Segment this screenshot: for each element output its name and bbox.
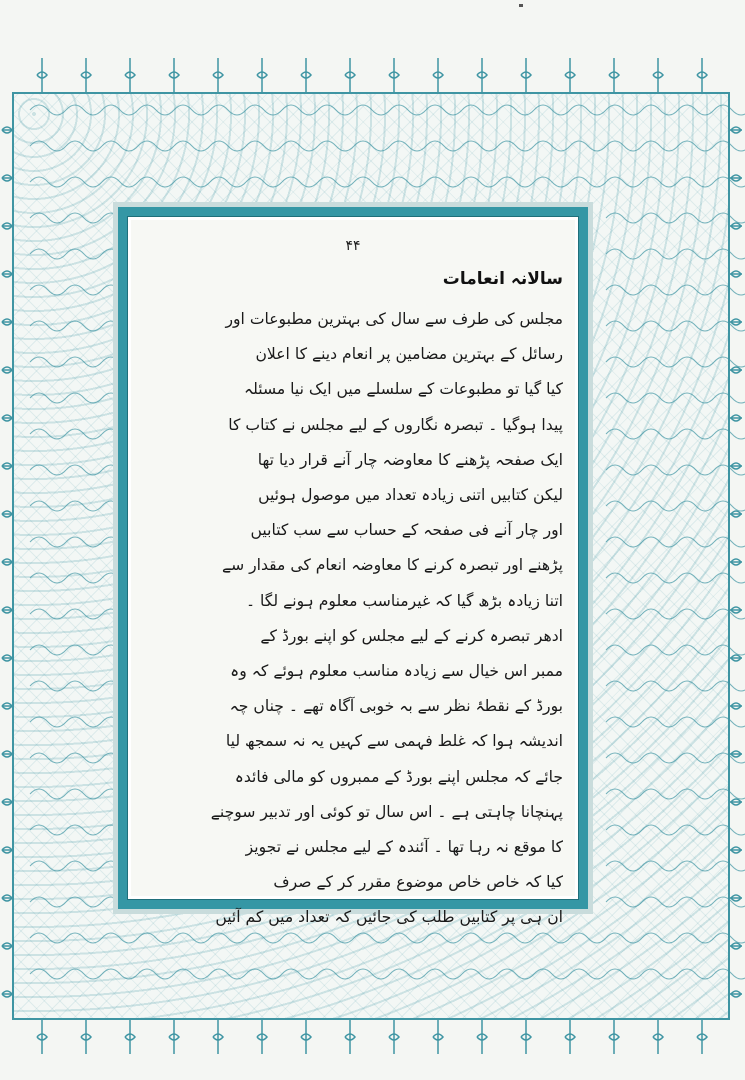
ornament-swirl [642, 465, 678, 475]
ornament-swirl [714, 681, 745, 691]
ornament-swirl [678, 537, 714, 547]
ornament-swirl [714, 141, 745, 151]
ornament-swirl [714, 393, 745, 403]
ornament-swirl [714, 501, 745, 511]
ornament-swirl [678, 177, 714, 187]
ornament-swirl [498, 969, 534, 979]
ornament-swirl [642, 609, 678, 619]
ornament-swirl [318, 177, 354, 187]
ornament-swirl [678, 933, 714, 943]
ornament-swirl [318, 141, 354, 151]
ornament-swirl [678, 321, 714, 331]
ornament-swirl [30, 717, 66, 727]
ornament-swirl [66, 897, 102, 907]
ornament-swirl [642, 897, 678, 907]
ornament-swirl [30, 393, 66, 403]
paragraph-line: لیکن کتابیں اتنی زیادہ تعداد میں موصول ہوئیں [258, 486, 563, 505]
ornament-swirl [606, 105, 642, 115]
ornament-swirl [426, 177, 462, 187]
ornament-swirl [102, 105, 138, 115]
ornament-swirl [714, 573, 745, 583]
ornament-swirl [678, 393, 714, 403]
ornament-swirl [246, 177, 282, 187]
paragraph-line: کیا کہ خاص خاص موضوع مقرر کر کے صرف [273, 873, 563, 892]
ornament-swirl [606, 357, 642, 367]
ornament-swirl [138, 177, 174, 187]
paragraph-line: ان ہی پر کتابیں طلب کی جائیں کہ تعداد میں کم آئیں [215, 908, 563, 927]
ornament-swirl [498, 141, 534, 151]
ornament-swirl [354, 177, 390, 187]
ornament-swirl [678, 465, 714, 475]
ornament-swirl [102, 933, 138, 943]
ornament-swirl [426, 969, 462, 979]
ornament-swirl [462, 969, 498, 979]
ornament-swirl [678, 609, 714, 619]
ornament-swirl [714, 861, 745, 871]
ornament-swirl [606, 609, 642, 619]
ornament-swirl [606, 393, 642, 403]
ornament-swirl [282, 177, 318, 187]
paragraph-line: پیدا ہوگیا ۔ تبصرہ نگاروں کے لیے مجلس نے کتاب کا [228, 415, 563, 434]
ornament-swirl [30, 213, 66, 223]
ornament-swirl [66, 969, 102, 979]
ornament-swirl [66, 393, 102, 403]
ornament-swirl [606, 213, 642, 223]
ornament-swirl [534, 177, 570, 187]
ornament-swirl [714, 789, 745, 799]
paragraph-line: پڑھنے اور تبصرہ کرنے کا معاوضہ انعام کی مقدار سے [221, 556, 563, 575]
ornament-swirl [534, 105, 570, 115]
ornament-swirl [462, 141, 498, 151]
ornament-swirl [66, 429, 102, 439]
ornament-swirl [174, 105, 210, 115]
ornament-swirl [282, 141, 318, 151]
ornament-swirl [642, 285, 678, 295]
ornament-swirl [30, 933, 66, 943]
paragraph-line: ممبر اس خیال سے زیادہ مناسب معلوم ہوئے کہ وہ [230, 662, 563, 681]
ornament-swirl [642, 177, 678, 187]
ornament-swirl [30, 645, 66, 655]
text-panel-frame [118, 207, 588, 927]
ornament-swirl [138, 969, 174, 979]
ornament-swirl [678, 897, 714, 907]
ornament-swirl [210, 969, 246, 979]
ornament-swirl [606, 681, 642, 691]
ornament-swirl [426, 105, 462, 115]
ornament-swirl [30, 249, 66, 259]
ornament-swirl [102, 969, 138, 979]
ornament-swirl [642, 321, 678, 331]
ornament-swirl [354, 141, 390, 151]
ornament-swirl [642, 573, 678, 583]
ornament-swirl [606, 645, 642, 655]
ornament-swirl [570, 141, 606, 151]
paragraph-line: ایک صفحہ پڑھنے کا معاوضہ چار آنے قرار دیا تھا [257, 450, 563, 469]
ornament-swirl [678, 285, 714, 295]
ornament-swirl [642, 429, 678, 439]
ornament-swirl [642, 645, 678, 655]
ornament-swirl [606, 789, 642, 799]
ornament-swirl [174, 177, 210, 187]
ornament-swirl [66, 105, 102, 115]
ornament-swirl [642, 753, 678, 763]
ornament-swirl [642, 213, 678, 223]
ornament-swirl [318, 105, 354, 115]
ornament-swirl [66, 645, 102, 655]
ornament-swirl [390, 141, 426, 151]
ornament-swirl [66, 681, 102, 691]
ornament-swirl [282, 105, 318, 115]
ornament-swirl [678, 501, 714, 511]
ornament-swirl [606, 717, 642, 727]
ornament-swirl [534, 141, 570, 151]
ornament-swirl [66, 465, 102, 475]
ornament-swirl [66, 861, 102, 871]
ornament-swirl [66, 321, 102, 331]
ornament-swirl [606, 825, 642, 835]
ornament-swirl [642, 717, 678, 727]
ornament-swirl [606, 933, 642, 943]
ornament-swirl [30, 681, 66, 691]
ornament-swirl [714, 717, 745, 727]
ornament-swirl [30, 537, 66, 547]
ornament-swirl [606, 969, 642, 979]
ornament-swirl [30, 141, 66, 151]
ornament-swirl [246, 969, 282, 979]
ornament-swirl [642, 501, 678, 511]
ornament-swirl [498, 105, 534, 115]
paragraph-line: اور چار آنے فی صفحہ کے حساب سے سب کتابیں [250, 521, 563, 540]
ornament-swirl [282, 969, 318, 979]
ornament-swirl [678, 213, 714, 223]
ornament-swirl [714, 357, 745, 367]
paragraph-line: جائے کہ مجلس اپنے بورڈ کے ممبروں کو مالی فائدہ [234, 767, 563, 786]
ornament-swirl [642, 537, 678, 547]
ornament-swirl [642, 861, 678, 871]
ornament-swirl [66, 501, 102, 511]
ornament-swirl [606, 537, 642, 547]
ornament-swirl [642, 681, 678, 691]
paragraph-line: اندیشہ ہوا کہ غلط فہمی سے کہیں یہ نہ سمجھ لیا [225, 732, 563, 751]
ornament-swirl [678, 825, 714, 835]
ornament-swirl [678, 141, 714, 151]
ornament-swirl [642, 825, 678, 835]
ornament-swirl [426, 141, 462, 151]
ornament-swirl [714, 933, 745, 943]
paragraph-line: رسائل کے بہترین مضامین پر انعام دینے کا اعلان [255, 345, 563, 364]
ornament-swirl [30, 285, 66, 295]
ornament-swirl [606, 177, 642, 187]
ornament-swirl [606, 753, 642, 763]
ornament-swirl [534, 969, 570, 979]
ornament-swirl [678, 789, 714, 799]
text-panel [128, 217, 578, 927]
ornament-swirl [210, 177, 246, 187]
ornament-swirl [102, 177, 138, 187]
ornament-swirl [606, 249, 642, 259]
paragraph-line: ادھر تبصرہ کرنے کے لیے مجلس کو اپنے بورڈ کے [260, 626, 563, 645]
ornament-swirl [678, 249, 714, 259]
ornament-swirl [66, 213, 102, 223]
ornament-swirl [354, 105, 390, 115]
ornament-swirl [642, 249, 678, 259]
ornament-swirl [642, 105, 678, 115]
ornament-swirl [66, 789, 102, 799]
ornament-swirl [30, 825, 66, 835]
ornament-swirl [606, 321, 642, 331]
ornament-swirl [678, 681, 714, 691]
paragraph-line: بورڈ کے نقطۂ نظر سے بہ خوبی آگاہ تھے ۔ چناں چہ [229, 697, 563, 716]
ornament-swirl [30, 573, 66, 583]
ornament-swirl [318, 969, 354, 979]
ornament-swirl [30, 357, 66, 367]
ornament-swirl [138, 141, 174, 151]
ornament-swirl [66, 357, 102, 367]
ornament-swirl [354, 969, 390, 979]
ornament-swirl [714, 105, 745, 115]
ornament-swirl [606, 897, 642, 907]
ornament-swirl [606, 429, 642, 439]
paragraph-line: اتنا زیادہ بڑھ گیا کہ غیرمناسب معلوم ہونے لگا ۔ [245, 591, 563, 610]
ornament-swirl [30, 609, 66, 619]
ornament-swirl [210, 141, 246, 151]
ornament-swirl [678, 969, 714, 979]
ornament-swirl [30, 501, 66, 511]
ornament-swirl [30, 969, 66, 979]
ornament-swirl [30, 177, 66, 187]
ornament-swirl [390, 969, 426, 979]
ornament-swirl [30, 465, 66, 475]
ornament-swirl [246, 141, 282, 151]
ornament-swirl [714, 429, 745, 439]
ornament-swirl [606, 141, 642, 151]
ornament-swirl [30, 861, 66, 871]
ornament-swirl [66, 609, 102, 619]
ornament-swirl [174, 969, 210, 979]
ornament-swirl [642, 357, 678, 367]
ornament-swirl [606, 465, 642, 475]
ornament-swirl [570, 933, 606, 943]
ornament-swirl [606, 501, 642, 511]
ornament-swirl [678, 645, 714, 655]
ornament-swirl [678, 717, 714, 727]
ornament-swirl [714, 825, 745, 835]
ornament-swirl [390, 105, 426, 115]
ornament-swirl [30, 753, 66, 763]
paragraph [141, 302, 563, 936]
ornament-swirl [66, 285, 102, 295]
ornament-swirl [102, 141, 138, 151]
ornament-swirl [210, 105, 246, 115]
ornament-swirl [66, 933, 102, 943]
ornament-swirl [30, 105, 66, 115]
ornament-swirl [66, 177, 102, 187]
ornament-swirl [714, 249, 745, 259]
section-heading: سالانہ انعامات [442, 269, 563, 289]
ornament-swirl [30, 897, 66, 907]
ornament-swirl [642, 789, 678, 799]
page-number: ۴۴ [345, 238, 361, 254]
ornament-swirl [642, 933, 678, 943]
ornament-swirl [714, 537, 745, 547]
paragraph-line: کیا گیا تو مطبوعات کے سلسلے میں ایک نیا مسئلہ [243, 380, 563, 399]
ornament-swirl [714, 285, 745, 295]
ornament-swirl [642, 393, 678, 403]
ornament-swirl [570, 969, 606, 979]
ornament-swirl [606, 573, 642, 583]
ornament-swirl [498, 177, 534, 187]
ornament-swirl [174, 141, 210, 151]
ornament-swirl [390, 177, 426, 187]
ornament-swirl [678, 105, 714, 115]
ornament-swirl [678, 429, 714, 439]
ornament-swirl [66, 573, 102, 583]
ornament-swirl [66, 753, 102, 763]
ornament-swirl [462, 177, 498, 187]
ornament-swirl [678, 573, 714, 583]
ornament-swirl [714, 969, 745, 979]
ornament-swirl [642, 141, 678, 151]
ornament-swirl [66, 537, 102, 547]
ornament-swirl [30, 321, 66, 331]
ornament-swirl [30, 789, 66, 799]
paragraph-line: مجلس کی طرف سے سال کی بہترین مطبوعات اور [225, 310, 563, 328]
ornament-swirl [606, 861, 642, 871]
ornament-swirl [66, 717, 102, 727]
ornament-swirl [570, 105, 606, 115]
ornament-swirl [606, 285, 642, 295]
ornament-swirl [714, 213, 745, 223]
ornament-swirl [678, 357, 714, 367]
ornament-swirl [714, 645, 745, 655]
ornament-swirl [570, 177, 606, 187]
paragraph-line: کا موقع نہ رہا تھا ۔ آئندہ کے لیے مجلس نے تجویز [245, 838, 563, 857]
ornament-swirl [30, 429, 66, 439]
ornament-swirl [642, 969, 678, 979]
ornament-swirl [66, 141, 102, 151]
ornament-swirl [246, 105, 282, 115]
ornament-swirl [678, 753, 714, 763]
paragraph-line: پہنچانا چاہتی ہے ۔ اس سال تو کوئی اور تدبیر سوچنے [210, 802, 563, 821]
ornament-swirl [462, 105, 498, 115]
ornament-swirl [138, 105, 174, 115]
ornament-swirl [66, 249, 102, 259]
ornament-swirl [678, 861, 714, 871]
ornament-swirl [66, 825, 102, 835]
